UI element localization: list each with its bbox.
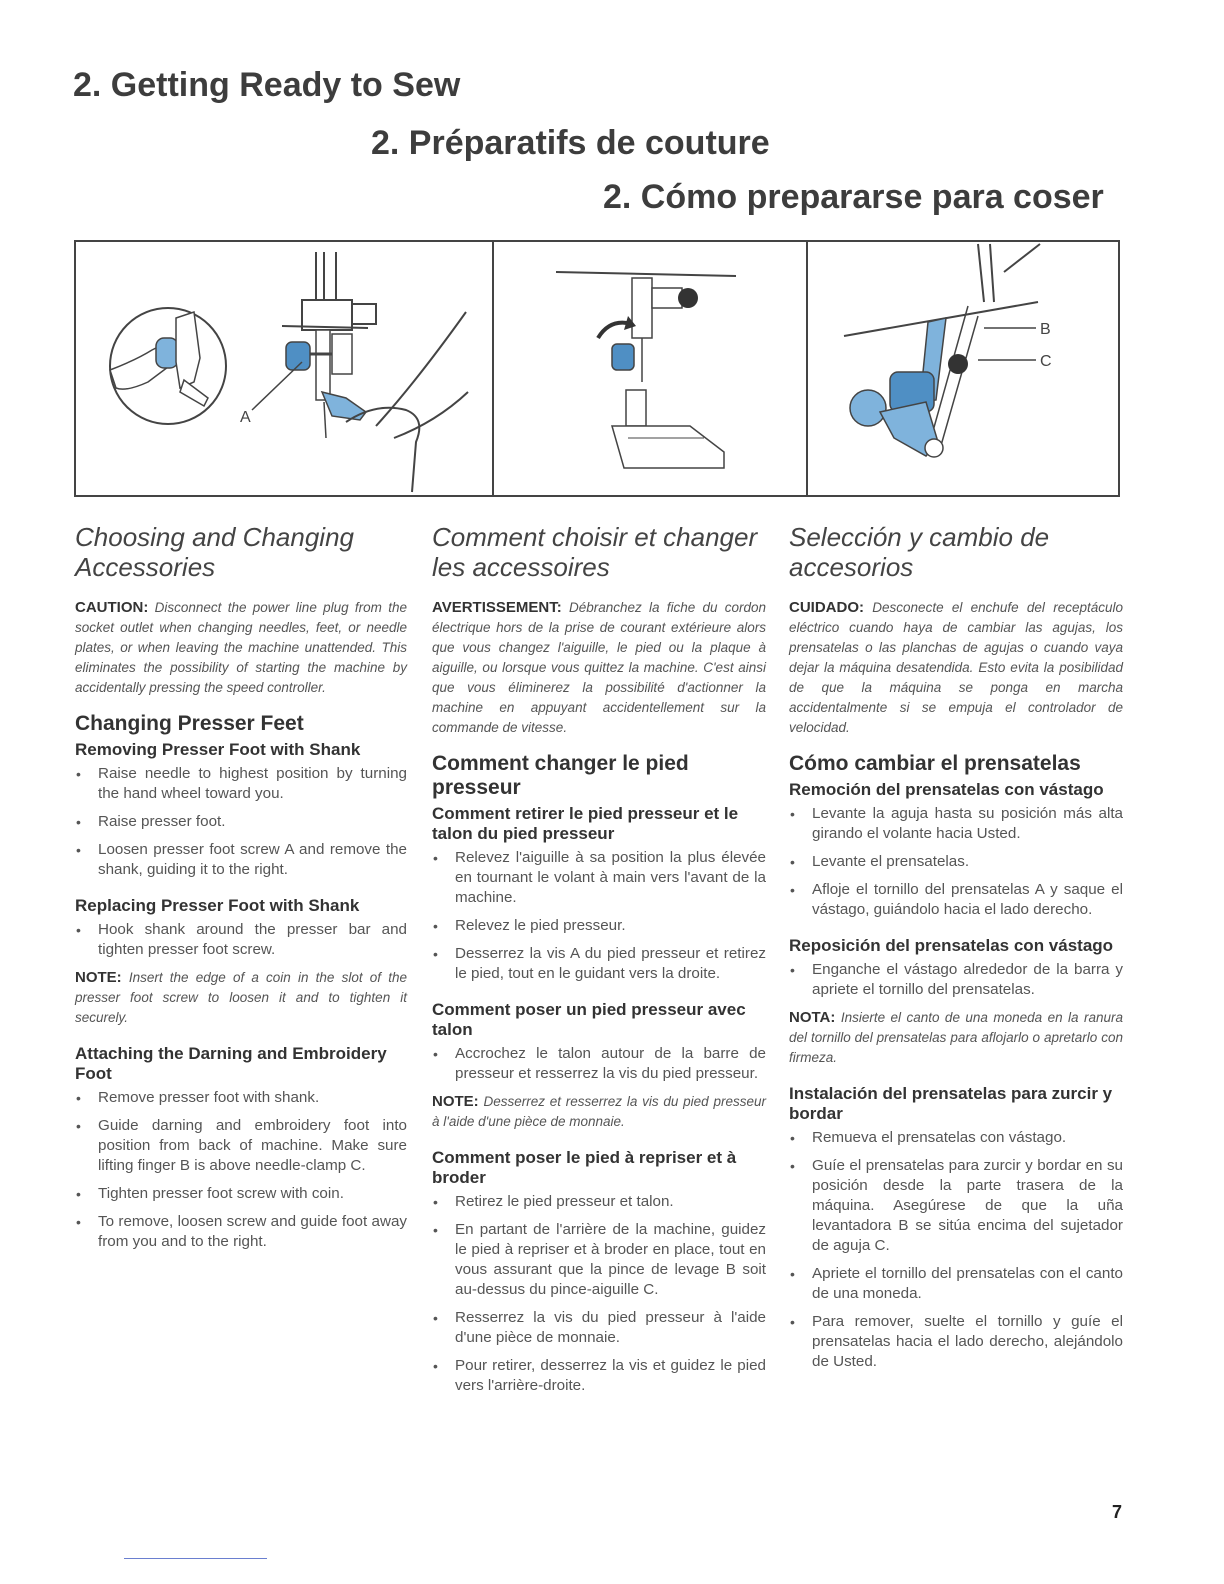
list-item: • Accrochez le talon autour de la barre de presseur et resserrez la vis du pied presseur. xyxy=(432,1044,766,1084)
caution-paragraph xyxy=(789,598,1123,738)
bottom-rule xyxy=(124,1558,267,1559)
list-item: • Afloje el tornillo del prensatelas A y saque el vástago, guiándolo hacia el lado derecho. xyxy=(789,880,1123,920)
caution-text: Disconnect the power line plug from the socket outlet when changing needles, feet, or needle plates, or when leaving the machine unattended. This eliminates the possibility of starting the machine by accidentally pressing the speed controller. xyxy=(75,600,407,695)
heading-changing-presser-feet: Changing Presser Feet xyxy=(75,712,304,735)
list-item: • Pour retirer, desserrez la vis et guidez le pied vers l'arrière-droite. xyxy=(432,1356,766,1396)
note-label: NOTA: xyxy=(789,1009,836,1026)
list-item: • Remove presser foot with shank. xyxy=(75,1088,407,1108)
caution-label: CAUTION: xyxy=(75,599,149,616)
title-spanish: 2. Cómo prepararse para coser xyxy=(603,178,1104,216)
column-french xyxy=(432,522,766,1404)
list-item: • Apriete el tornillo del prensatelas con el canto de una moneda. xyxy=(789,1264,1123,1304)
hand-wheel-illustration xyxy=(494,242,806,495)
list-replacing xyxy=(789,960,1123,1000)
note-paragraph xyxy=(75,968,407,1028)
list-replacing xyxy=(432,1044,766,1084)
heading-attaching: Attaching the Darning and Embroidery Foot xyxy=(75,1044,387,1083)
list-item: • Relevez l'aiguille à sa position la plus élevée en tournant le volant à main vers l'avant de la machine. xyxy=(432,848,766,908)
title-french: 2. Préparatifs de couture xyxy=(371,124,770,162)
note-label: NOTE: xyxy=(432,1093,479,1110)
figure-removing-foot xyxy=(76,242,494,495)
list-item: • Tighten presser foot screw with coin. xyxy=(75,1184,407,1204)
caution-paragraph xyxy=(432,598,766,738)
section-title: Comment choisir et changer les accessoires xyxy=(432,522,758,582)
figure-darning-foot xyxy=(808,242,1118,495)
note-paragraph xyxy=(789,1008,1123,1068)
list-item: • Levante la aguja hasta su posición más alta girando el volante hacia Usted. xyxy=(789,804,1123,844)
figure-raise-needle xyxy=(494,242,808,495)
section-title: Selección y cambio de accesorios xyxy=(789,522,1050,582)
heading-removing: Removing Presser Foot with Shank xyxy=(75,740,361,759)
list-attaching xyxy=(789,1128,1123,1372)
list-item: • Guíe el prensatelas para zurcir y bordar en su posición desde la parte trasera de la máquina. Asegúrese de que la uña levantadora B se sitúa encima del sujetador de aguja C. xyxy=(789,1156,1123,1256)
heading-changing-presser-feet: Cómo cambiar el prensatelas xyxy=(789,752,1081,775)
column-spanish xyxy=(789,522,1123,1380)
note-text: Insierte el canto de una moneda en la ranura del tornillo del prensatelas para aflojarlo o apretarlo con firmeza. xyxy=(789,1010,1123,1065)
heading-removing: Remoción del prensatelas con vástago xyxy=(789,780,1104,799)
list-item: • Relevez le pied presseur. xyxy=(432,916,766,936)
darning-foot-illustration xyxy=(808,242,1118,495)
caution-label: AVERTISSEMENT: xyxy=(432,599,562,616)
list-removing xyxy=(789,804,1123,920)
list-item: • Para remover, suelte el tornillo y guíe el prensatelas hacia el lado derecho, alejándolo de Usted. xyxy=(789,1312,1123,1372)
note-text: Insert the edge of a coin in the slot of the presser foot screw to loosen it and to tighten it securely. xyxy=(75,970,407,1025)
list-removing xyxy=(75,764,407,880)
label-b: B xyxy=(1040,321,1051,338)
presser-foot-removal-illustration xyxy=(76,242,492,495)
note-label: NOTE: xyxy=(75,969,122,986)
list-removing xyxy=(432,848,766,984)
heading-replacing: Replacing Presser Foot with Shank xyxy=(75,896,360,915)
list-item: • Resserrez la vis du pied presseur à l'aide d'une pièce de monnaie. xyxy=(432,1308,766,1348)
list-item: • Remueva el prensatelas con vástago. xyxy=(789,1128,1123,1148)
list-item: • To remove, loosen screw and guide foot away from you and to the right. xyxy=(75,1212,407,1252)
heading-removing: Comment retirer le pied presseur et le talon du pied presseur xyxy=(432,804,739,843)
list-item: • En partant de l'arrière de la machine, guidez le pied à repriser et à broder en place, tout en vous assurant que la pince de levage B soit au-dessus du pince-aiguille C. xyxy=(432,1220,766,1300)
list-item: • Levante el prensatelas. xyxy=(789,852,1123,872)
page-number: 7 xyxy=(1112,1502,1123,1522)
illustration-strip xyxy=(74,240,1120,497)
list-replacing xyxy=(75,920,407,960)
list-item: • Guide darning and embroidery foot into position from back of machine. Make sure lifting finger B is above needle-clamp C. xyxy=(75,1116,407,1176)
list-attaching xyxy=(75,1088,407,1252)
list-attaching xyxy=(432,1192,766,1396)
title-english: 2. Getting Ready to Sew xyxy=(73,66,461,104)
caution-paragraph xyxy=(75,598,407,698)
caution-text: Desconecte el enchufe del receptáculo eléctrico cuando haya de cambiar las agujas, los prensatelas o las planchas de agujas o cuando vaya dejar la máquina desatendida. Esto evita la posibilidad de que la máquina se ponga en marcha accidentalmente si se empuja el controlador de velocidad. xyxy=(789,600,1123,735)
caution-label: CUIDADO: xyxy=(789,599,864,616)
note-paragraph xyxy=(432,1092,766,1132)
list-item: • Retirez le pied presseur et talon. xyxy=(432,1192,766,1212)
label-a: A xyxy=(240,409,251,426)
heading-changing-presser-feet: Comment changer le pied presseur xyxy=(432,752,689,799)
list-item: • Desserrez la vis A du pied presseur et retirez le pied, tout en le guidant vers la droite. xyxy=(432,944,766,984)
list-item: • Loosen presser foot screw A and remove the shank, guiding it to the right. xyxy=(75,840,407,880)
column-english xyxy=(75,522,407,1260)
note-text: Desserrez et resserrez la vis du pied presseur à l'aide d'une pièce de monnaie. xyxy=(432,1094,766,1129)
list-item: • Enganche el vástago alrededor de la barra y apriete el tornillo del prensatelas. xyxy=(789,960,1123,1000)
caution-text: Débranchez la fiche du cordon électrique hors de la prise de courant extérieure alors que vous changez l'aiguille, le pied ou la plaque à aiguille, ou lorsque vous quittez la machine. C'est ainsi que vous éliminerez la possibilité d'actionner la machine en appuyant accidentellement sur la commande de vitesse. xyxy=(432,600,766,735)
heading-replacing: Reposición del prensatelas con vástago xyxy=(789,936,1114,955)
list-item: • Raise needle to highest position by turning the hand wheel toward you. xyxy=(75,764,407,804)
heading-attaching: Instalación del prensatelas para zurcir y bordar xyxy=(789,1084,1113,1123)
list-item: • Hook shank around the presser bar and tighten presser foot screw. xyxy=(75,920,407,960)
heading-attaching: Comment poser le pied à repriser et à broder xyxy=(432,1148,737,1187)
section-title: Choosing and Changing Accessories xyxy=(75,522,354,582)
heading-replacing: Comment poser un pied presseur avec talon xyxy=(432,1000,746,1039)
list-item: • Raise presser foot. xyxy=(75,812,407,832)
label-c: C xyxy=(1040,353,1052,370)
